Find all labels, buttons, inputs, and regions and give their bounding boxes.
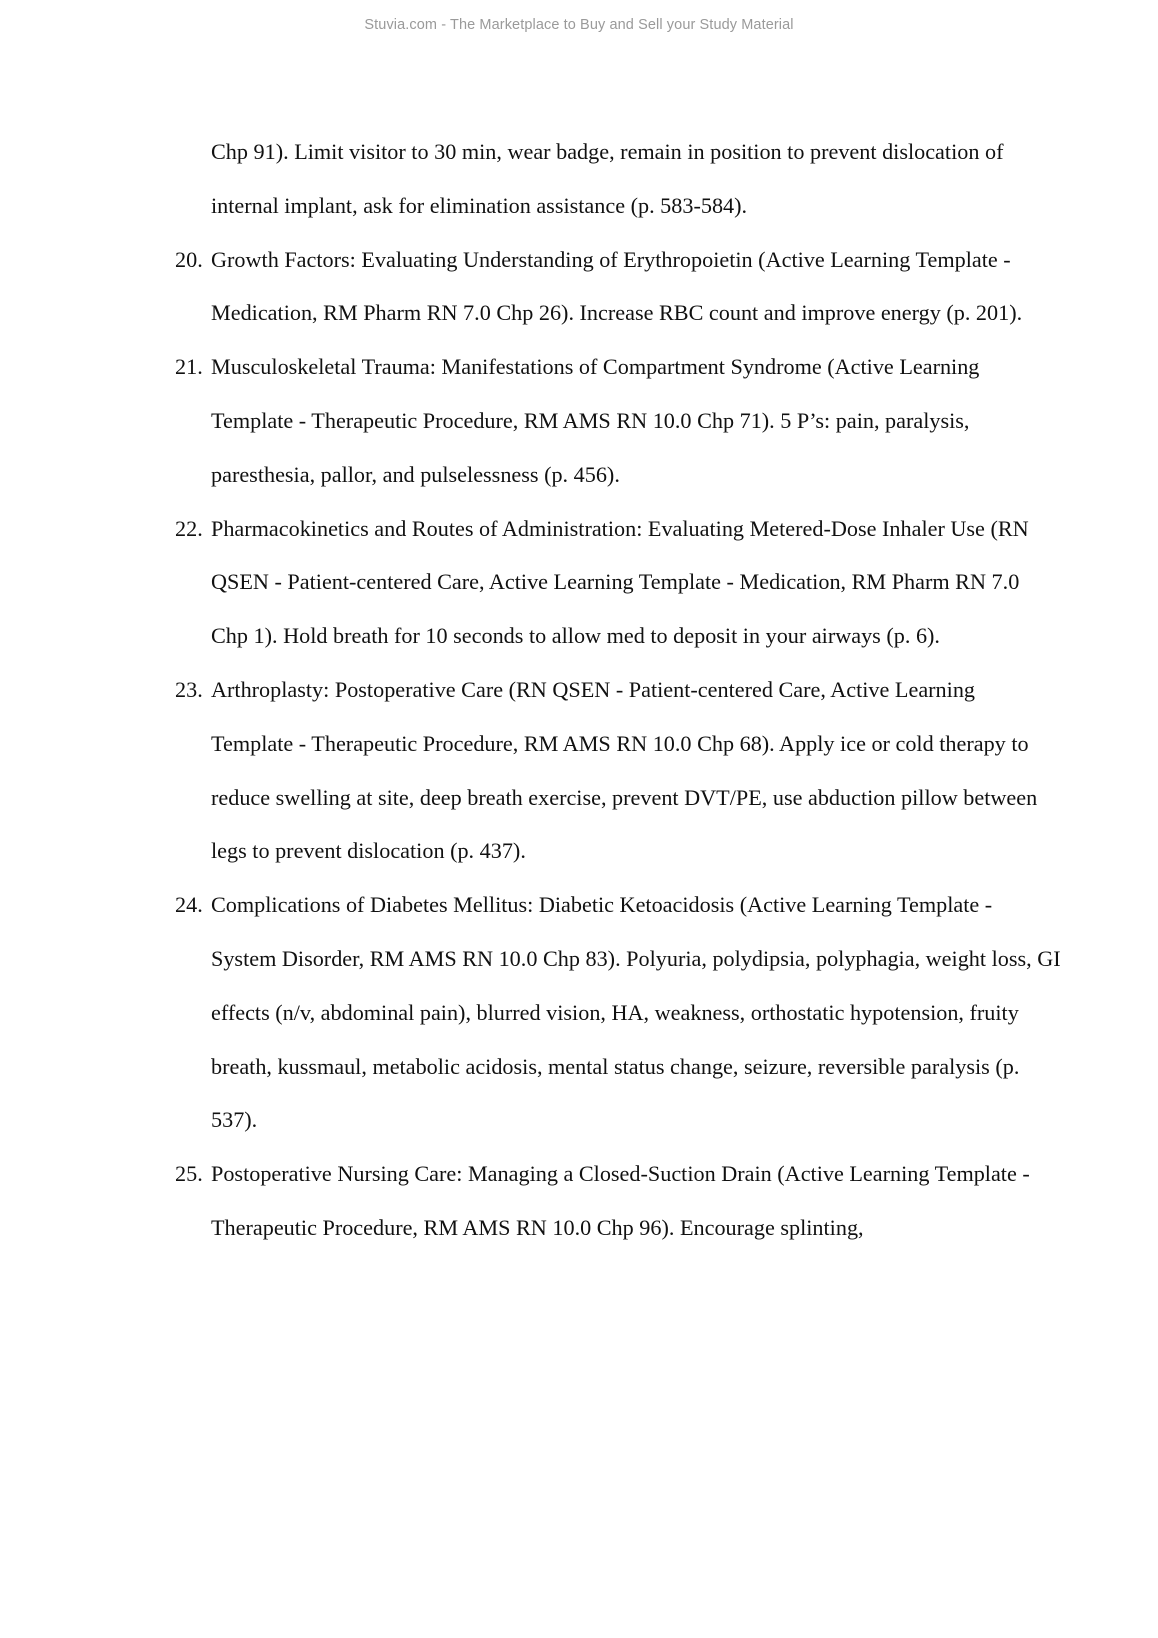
list-item-number: 24. xyxy=(175,892,203,918)
list-item-number: 21. xyxy=(175,354,203,380)
list-item-number: 23. xyxy=(175,676,203,702)
watermark-header: Stuvia.com - The Marketplace to Buy and Sell your Study Material xyxy=(364,17,794,33)
list-item-22 xyxy=(175,502,1061,663)
document-body xyxy=(175,125,1061,1255)
list-item-text: Postoperative Nursing Care: Managing a Closed-Suction Drain (Active Learning Template - Therapeutic Procedure, RM AMS RN 10.0 Chp 96). Encourage splinting, xyxy=(211,1161,1030,1240)
list-item-text: Pharmacokinetics and Routes of Administration: Evaluating Metered-Dose Inhaler Use (RN QSEN - Patient-centered Care, Active Learning Template - Medication, RM Pharm RN 7.0 Chp 1). Hold breath for 10 seconds to allow med to deposit in your airways (p. 6). xyxy=(211,515,1029,649)
list-item-number: 22. xyxy=(175,515,203,541)
list-item-21 xyxy=(175,340,1061,501)
list-item-24 xyxy=(175,878,1061,1147)
list-item-25 xyxy=(175,1147,1061,1255)
list-item-number: 25. xyxy=(175,1161,203,1187)
list-item-20 xyxy=(175,233,1061,341)
list-item-text: Complications of Diabetes Mellitus: Diabetic Ketoacidosis (Active Learning Template - System Disorder, RM AMS RN 10.0 Chp 83). Polyuria, polydipsia, polyphagia, weight loss, GI effects (n/v, abdominal pain), blurred vision, HA, weakness, orthostatic hypotension, fruity breath, kussmaul, metabolic acidosis, mental status change, seizure, reversible paralysis (p. 537). xyxy=(211,892,1061,1133)
list-item-23 xyxy=(175,663,1061,878)
list-item-text: Arthroplasty: Postoperative Care (RN QSEN - Patient-centered Care, Active Learning Template - Therapeutic Procedure, RM AMS RN 10.0 Chp 68). Apply ice or cold therapy to reduce swelling at site, deep breath exercise, prevent DVT/PE, use abduction pillow between legs to prevent dislocation (p. 437). xyxy=(211,676,1038,864)
list-item-text: Musculoskeletal Trauma: Manifestations of Compartment Syndrome (Active Learning Template - Therapeutic Procedure, RM AMS RN 10.0 Chp 71). 5 P’s: pain, paralysis, paresthesia, pallor, and pulselessness (p. 456). xyxy=(211,354,980,487)
continuation-paragraph: Chp 91). Limit visitor to 30 min, wear badge, remain in position to prevent dislocation of internal implant, ask for elimination assistance (p. 583-584). xyxy=(211,139,1004,218)
list-item-number: 20. xyxy=(175,246,203,272)
list-item-text: Growth Factors: Evaluating Understanding of Erythropoietin (Active Learning Template - Medication, RM Pharm RN 7.0 Chp 26). Increase RBC count and improve energy (p. 201). xyxy=(211,246,1023,326)
